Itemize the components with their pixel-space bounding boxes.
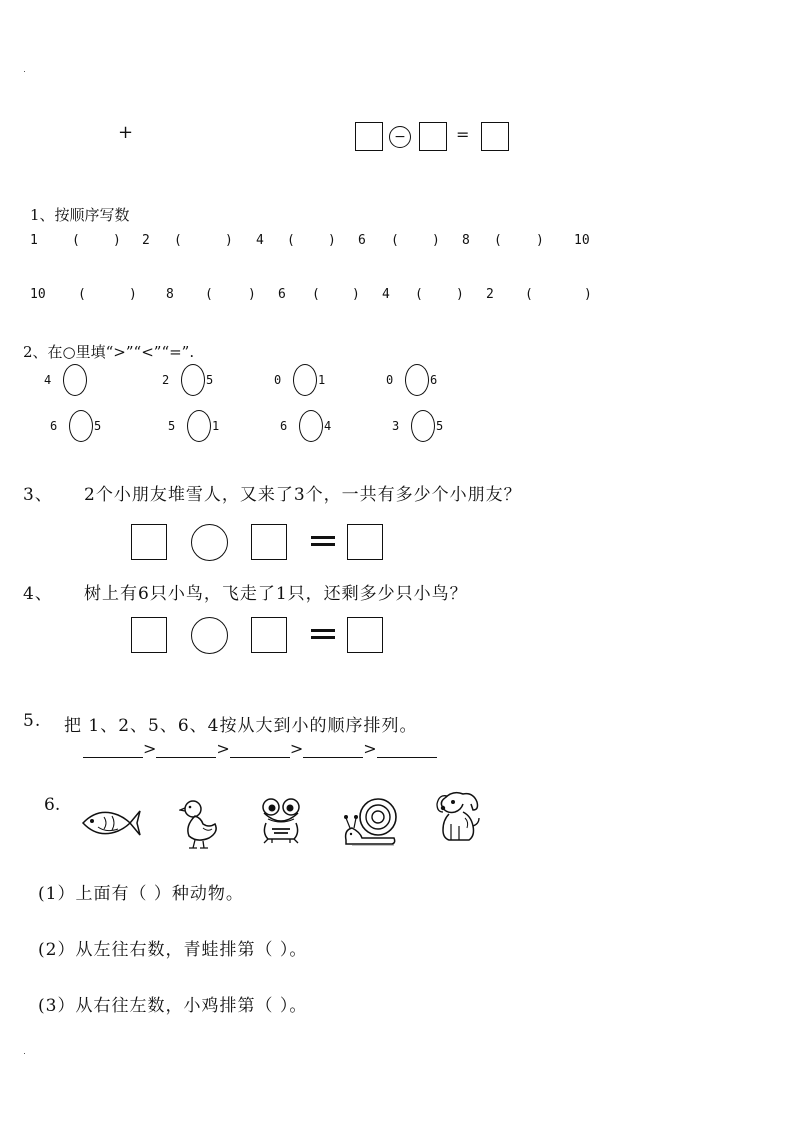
q1-number: 6 xyxy=(278,287,286,302)
q6-sub-3: (3）从右往左数，小鸡排第（ ）。 xyxy=(38,996,308,1016)
q1-number: 2 xyxy=(142,233,150,248)
q4-text: 树上有6只小鸟，飞走了1只，还剩多少只小鸟？ xyxy=(84,584,468,604)
q1-paren: ( xyxy=(78,287,86,302)
q3-operator-circle[interactable] xyxy=(191,524,228,561)
q2-left-number: 6 xyxy=(50,419,58,433)
dog-icon xyxy=(433,788,481,844)
q1-paren: ) xyxy=(536,233,544,248)
q5-answer-line xyxy=(83,739,437,758)
page-mark xyxy=(24,1053,25,1054)
q3-equals-sign xyxy=(311,536,335,546)
page-mark xyxy=(24,71,25,72)
q5-text: 把 1、2、5、6、4按从大到小的顺序排列。 xyxy=(64,716,418,736)
q6-sub-2: (2）从左往右数，青蛙排第（ ）。 xyxy=(38,940,308,960)
q2-compare-circle[interactable] xyxy=(69,410,93,442)
q1-paren: ( xyxy=(391,233,399,248)
q1-paren: ) xyxy=(113,233,121,248)
q1-paren: ( xyxy=(494,233,502,248)
q2-right-number: 1 xyxy=(318,373,326,387)
q1-paren: ) xyxy=(248,287,256,302)
q2-right-number: 5 xyxy=(206,373,214,387)
q3-box-1[interactable] xyxy=(131,524,167,560)
q2-compare-circle[interactable] xyxy=(411,410,435,442)
q1-paren: ) xyxy=(432,233,440,248)
q4-number: 4、 xyxy=(23,584,53,604)
q5-blank-2[interactable] xyxy=(156,741,216,758)
q5-blank-1[interactable] xyxy=(83,741,143,758)
q1-number: 4 xyxy=(256,233,264,248)
q6-number: 6. xyxy=(44,795,61,815)
q1-paren: ) xyxy=(584,287,592,302)
q5-blank-3[interactable] xyxy=(230,741,290,758)
q1-number: 1 xyxy=(30,233,38,248)
frog-icon xyxy=(258,797,304,845)
q1-number: 8 xyxy=(462,233,470,248)
q1-number: 8 xyxy=(166,287,174,302)
q1-paren: ( xyxy=(287,233,295,248)
q1-paren: ( xyxy=(72,233,80,248)
q5-gt: > xyxy=(363,739,377,758)
q2-left-number: 4 xyxy=(44,373,52,387)
minus-circle xyxy=(389,126,411,148)
fish-icon xyxy=(80,805,142,841)
q4-box-2[interactable] xyxy=(251,617,287,653)
q1-paren: ) xyxy=(129,287,137,302)
q2-left-number: 5 xyxy=(168,419,176,433)
header-box-1 xyxy=(355,122,383,151)
plus-sign: + xyxy=(118,122,134,143)
q3-text: 2个小朋友堆雪人，又来了3个，一共有多少个小朋友？ xyxy=(84,485,522,505)
q2-right-number: 1 xyxy=(212,419,220,433)
header-box-2 xyxy=(419,122,447,151)
q2-compare-circle[interactable] xyxy=(181,364,205,396)
q2-title: 2、在○里填“>”“<”“=”. xyxy=(23,343,195,361)
q2-compare-circle[interactable] xyxy=(63,364,87,396)
q4-box-3[interactable] xyxy=(347,617,383,653)
q2-right-number: 6 xyxy=(430,373,438,387)
q4-equals-sign xyxy=(311,629,335,639)
q1-paren: ( xyxy=(415,287,423,302)
q1-paren: ) xyxy=(328,233,336,248)
q5-gt: > xyxy=(289,739,304,758)
q2-left-number: 0 xyxy=(274,373,282,387)
q1-number: 10 xyxy=(30,287,46,302)
minus-sign: − xyxy=(394,129,406,145)
q1-paren: ) xyxy=(225,233,233,248)
q3-box-3[interactable] xyxy=(347,524,383,560)
equals-sign: = xyxy=(456,125,470,144)
q2-compare-circle[interactable] xyxy=(187,410,211,442)
q3-number: 3、 xyxy=(23,485,53,505)
q1-paren: ( xyxy=(525,287,533,302)
q2-left-number: 0 xyxy=(386,373,394,387)
q1-number: 4 xyxy=(382,287,390,302)
q1-number: 6 xyxy=(358,233,366,248)
header-box-3 xyxy=(481,122,509,151)
q2-compare-circle[interactable] xyxy=(299,410,323,442)
chick-icon xyxy=(179,796,221,851)
q2-left-number: 6 xyxy=(280,419,288,433)
q5-number: 5. xyxy=(23,711,42,731)
q5-gt: > xyxy=(216,739,230,758)
q2-left-number: 3 xyxy=(392,419,400,433)
q1-paren: ) xyxy=(352,287,360,302)
q1-paren: ( xyxy=(312,287,320,302)
q4-box-1[interactable] xyxy=(131,617,167,653)
q4-operator-circle[interactable] xyxy=(191,617,228,654)
q2-right-number: 5 xyxy=(94,419,102,433)
q1-paren: ( xyxy=(205,287,213,302)
q5-blank-4[interactable] xyxy=(303,741,363,758)
q1-number: 10 xyxy=(574,233,590,248)
q5-gt: > xyxy=(143,739,157,758)
q3-box-2[interactable] xyxy=(251,524,287,560)
q2-compare-circle[interactable] xyxy=(405,364,429,396)
q1-title: 1、按顺序写数 xyxy=(30,206,130,224)
q1-paren: ) xyxy=(456,287,464,302)
q5-blank-5[interactable] xyxy=(377,741,437,758)
q2-right-number: 4 xyxy=(324,419,332,433)
q1-paren: ( xyxy=(174,233,182,248)
q2-right-number: 5 xyxy=(436,419,444,433)
q6-sub-1: (1）上面有（ ）种动物。 xyxy=(38,884,244,904)
snail-icon xyxy=(342,794,398,848)
q1-number: 2 xyxy=(486,287,494,302)
q2-compare-circle[interactable] xyxy=(293,364,317,396)
q2-left-number: 2 xyxy=(162,373,170,387)
